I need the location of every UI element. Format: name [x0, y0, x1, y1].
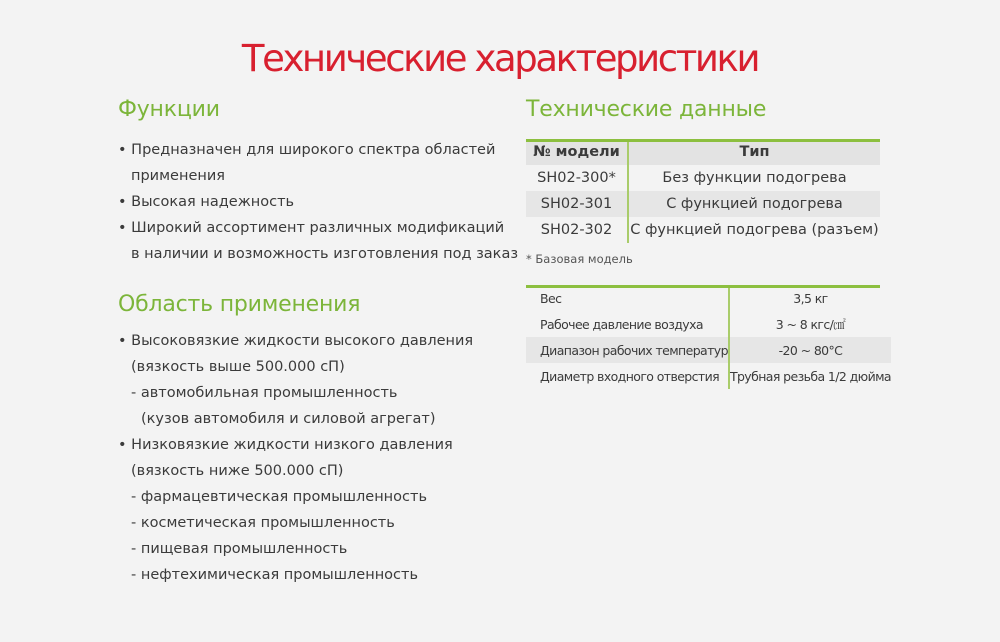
column-header-type: Тип [628, 139, 880, 165]
table-cell: С функцией подогрева (разъем) [630, 222, 879, 238]
list-item: • Предназначен для широкого спектра областей [118, 142, 496, 158]
models-table [526, 139, 880, 243]
table-row [526, 191, 880, 217]
table-header-row [526, 139, 880, 165]
list-item: • Низковязкие жидкости низкого давления [118, 437, 453, 453]
table-row [526, 311, 891, 337]
list-item: (кузов автомобиля и силовой агрегат) [141, 411, 436, 427]
list-item: (вязкость ниже 500.000 сП) [131, 463, 344, 479]
spec-value: Трубная резьба 1/2 дюйма [729, 368, 891, 384]
spec-value: 3,5 кг [793, 290, 828, 306]
table-cell: SH02-300* [526, 165, 628, 191]
list-item: • Широкий ассортимент различных модификаций [118, 220, 505, 236]
table-row [526, 165, 880, 191]
spec-label: Рабочее давление воздуха [526, 311, 729, 337]
functions-list [118, 137, 518, 267]
list-item: - нефтехимическая промышленность [131, 567, 419, 583]
tech-data-heading: Технические данные [526, 97, 767, 122]
table-cell: SH02-301 [526, 191, 628, 217]
list-item: - косметическая промышленность [131, 515, 395, 531]
application-list [118, 328, 473, 588]
list-item: • Высокая надежность [118, 194, 295, 210]
list-item: применения [131, 168, 225, 184]
table-row [526, 285, 891, 311]
spec-label: Диапазон рабочих температур [526, 337, 729, 363]
list-item: (вязкость выше 500.000 сП) [131, 359, 345, 375]
spec-label: Вес [526, 285, 729, 311]
table-row [526, 217, 880, 243]
column-header-model: № модели [526, 139, 628, 165]
spec-value: 3 ~ 8 кгс/㎠ [775, 317, 846, 332]
table-top-rule [526, 139, 880, 142]
application-heading: Область применения [118, 292, 361, 317]
functions-heading: Функции [118, 97, 220, 122]
spec-value: -20 ~ 80°C [729, 337, 891, 363]
table-cell: Без функции подогрева [662, 170, 847, 186]
list-item: - пищевая промышленность [131, 541, 348, 557]
list-item: • Высоковязкие жидкости высокого давления [118, 333, 474, 349]
spec-label: Диаметр входного отверстия [526, 363, 729, 389]
table-row [526, 363, 891, 389]
list-item: в наличии и возможность изготовления под заказ [131, 246, 519, 262]
list-item: - автомобильная промышленность [131, 385, 398, 401]
table-row [526, 337, 891, 363]
footnote: * Базовая модель [526, 252, 633, 266]
table-cell: SH02-302 [526, 217, 628, 243]
page-title: Технические характеристики [241, 37, 759, 80]
list-item: - фармацевтическая промышленность [131, 489, 427, 505]
table-top-rule [526, 285, 880, 288]
specs-table [526, 285, 891, 389]
table-cell: С функцией подогрева [628, 191, 880, 217]
